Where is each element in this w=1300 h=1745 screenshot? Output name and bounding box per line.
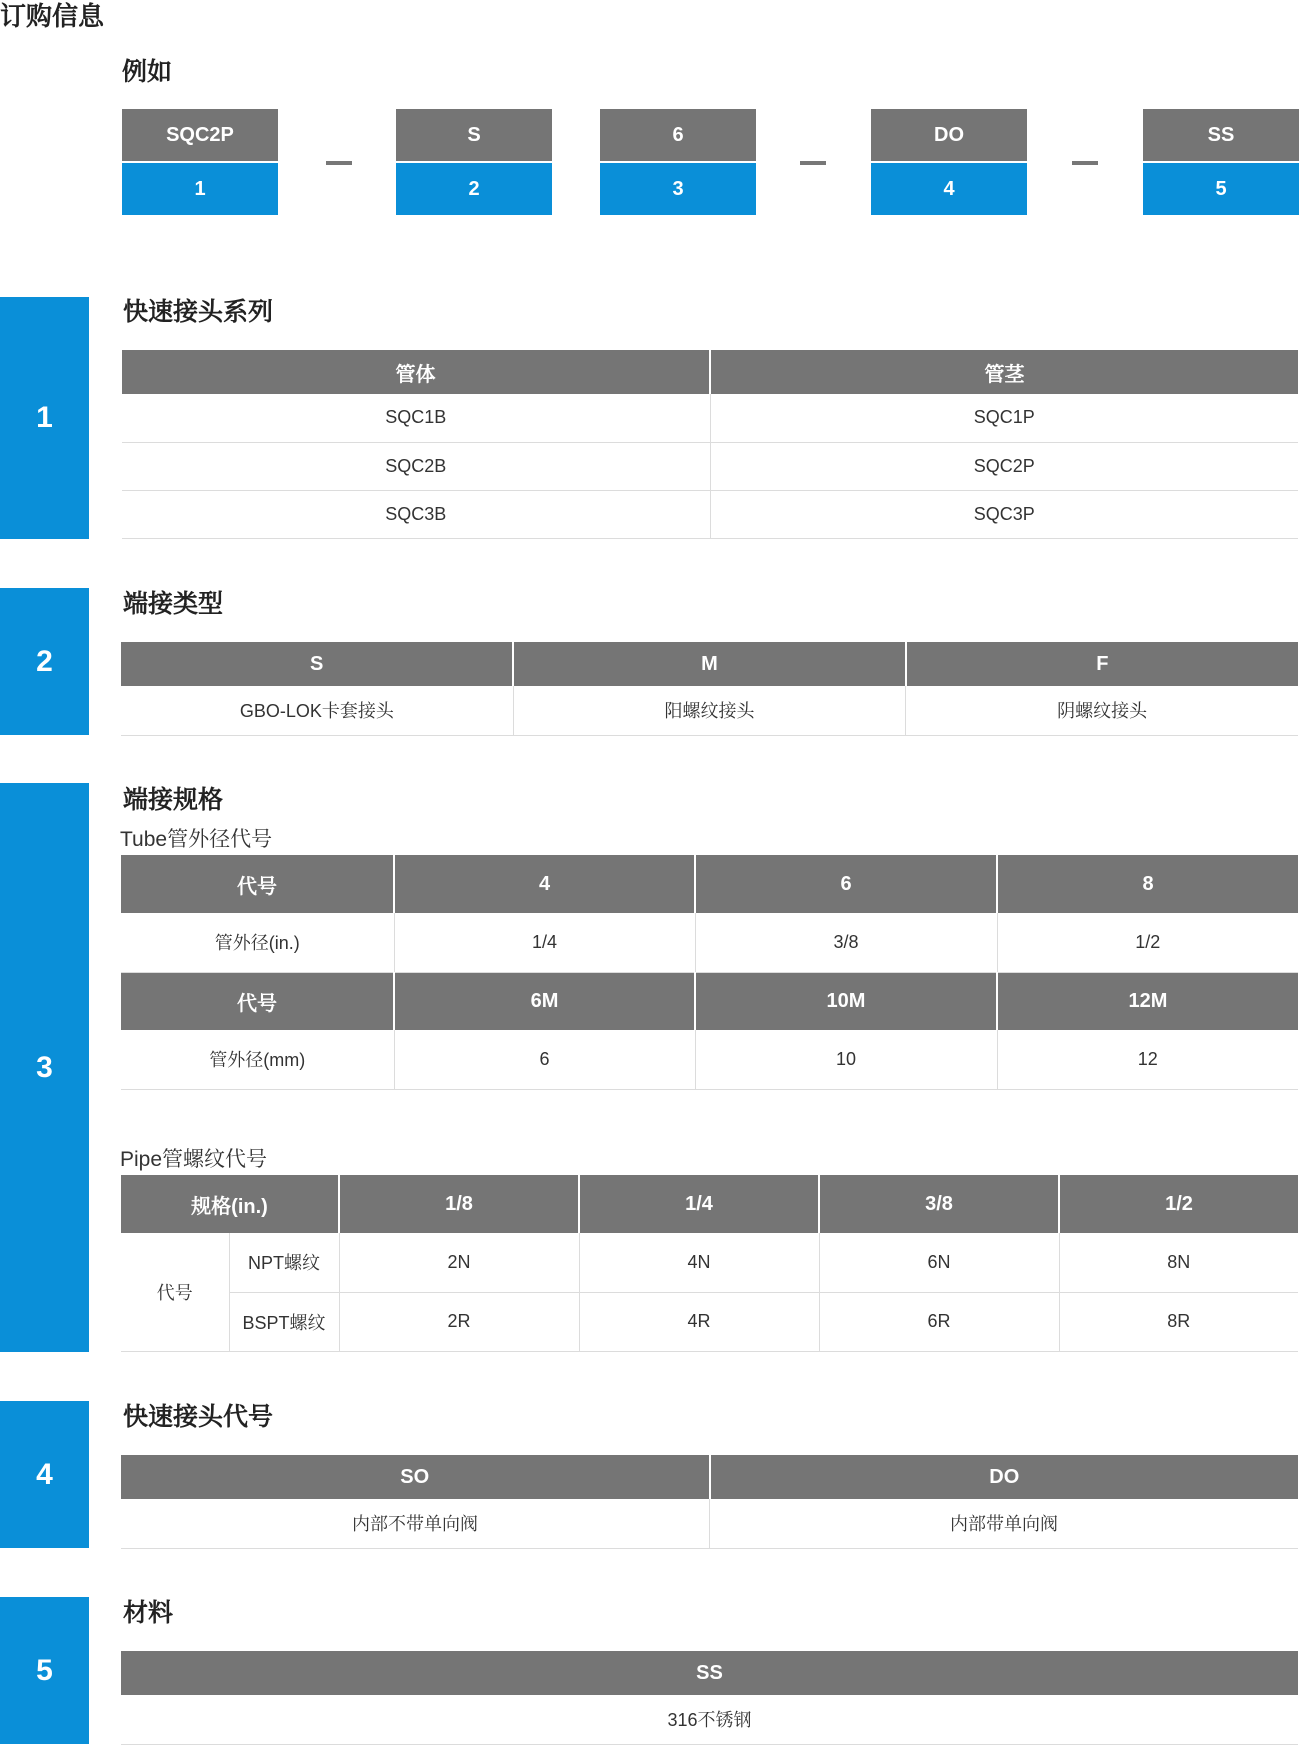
table-header: 管茎 [710, 350, 1298, 394]
table-cell: 3/8 [695, 913, 997, 972]
table-row [121, 1233, 1298, 1292]
table-header: F [906, 642, 1298, 686]
table-cell: SQC2B [122, 442, 710, 490]
table-cell: 管外径(mm) [121, 1030, 394, 1089]
table-cell: 6R [819, 1292, 1059, 1351]
section-3-marker: 3 [0, 783, 89, 1352]
table-cell: 8R [1059, 1292, 1298, 1351]
table-row [122, 394, 1298, 442]
table-cell: 12 [997, 1030, 1298, 1089]
table-cell: 管外径(in.) [121, 913, 394, 972]
table-row [121, 1030, 1298, 1089]
table-cell: 内部不带单向阀 [121, 1499, 710, 1548]
code-value: DO [871, 109, 1027, 161]
code-index: 1 [122, 161, 278, 215]
table-header: S [121, 642, 513, 686]
code-index: 4 [871, 161, 1027, 215]
dash-separator [800, 161, 826, 165]
table-header: SS [121, 1651, 1298, 1695]
code-box-4 [871, 109, 1027, 215]
table-cell: 内部带单向阀 [710, 1499, 1299, 1548]
material-table [121, 1651, 1298, 1745]
table-cell: BSPT螺纹 [229, 1292, 339, 1351]
table-row [121, 686, 1298, 735]
table-row [121, 913, 1298, 972]
pipe-thread-table [121, 1175, 1298, 1352]
code-index: 2 [396, 161, 552, 215]
end-type-table [121, 642, 1298, 736]
table-header: M [513, 642, 905, 686]
series-table [122, 350, 1298, 539]
section-2-title: 端接类型 [123, 590, 224, 618]
table-header: 4 [394, 855, 695, 913]
table-cell: 1/4 [394, 913, 695, 972]
table-cell: SQC2P [710, 442, 1298, 490]
table-row [121, 1695, 1298, 1744]
table-cell: 2R [339, 1292, 579, 1351]
table-header: DO [710, 1455, 1299, 1499]
table-cell: 6 [394, 1030, 695, 1089]
table-header: 8 [997, 855, 1298, 913]
code-box-2 [396, 109, 552, 215]
dash-separator [326, 161, 352, 165]
table-cell: SQC3P [710, 490, 1298, 538]
tube-subtitle: Tube管外径代号 [120, 828, 273, 851]
code-value: 6 [600, 109, 756, 161]
page-title: 订购信息 [0, 1, 105, 31]
code-box-1 [122, 109, 278, 215]
table-header: 1/4 [579, 1175, 819, 1233]
coupling-code-table [121, 1455, 1298, 1549]
code-index: 5 [1143, 161, 1299, 215]
table-header: 1/2 [1059, 1175, 1298, 1233]
dash-separator [1072, 161, 1098, 165]
section-3-title: 端接规格 [123, 786, 224, 814]
section-4-marker: 4 [0, 1401, 89, 1548]
table-row [121, 1499, 1298, 1548]
table-cell: NPT螺纹 [229, 1233, 339, 1292]
section-5-title: 材料 [123, 1599, 174, 1627]
table-row [121, 1292, 1298, 1351]
table-cell: 阳螺纹接头 [513, 686, 905, 735]
pipe-subtitle: Pipe管螺纹代号 [120, 1148, 268, 1171]
table-cell: GBO-LOK卡套接头 [121, 686, 513, 735]
table-cell: 4R [579, 1292, 819, 1351]
table-header: 3/8 [819, 1175, 1059, 1233]
tube-size-table [121, 855, 1298, 1090]
table-cell: SQC1B [122, 394, 710, 442]
code-value: SS [1143, 109, 1299, 161]
code-value: S [396, 109, 552, 161]
code-index: 3 [600, 161, 756, 215]
table-header: 6 [695, 855, 997, 913]
section-1-title: 快速接头系列 [123, 298, 274, 326]
table-cell: 6N [819, 1233, 1059, 1292]
code-box-3 [600, 109, 756, 215]
table-cell: 10 [695, 1030, 997, 1089]
table-header: 规格(in.) [121, 1175, 339, 1233]
example-label: 例如 [122, 58, 173, 86]
table-cell: 代号 [121, 1233, 229, 1351]
table-header: 代号 [121, 972, 394, 1030]
code-box-5 [1143, 109, 1299, 215]
table-cell: 8N [1059, 1233, 1298, 1292]
table-cell: 1/2 [997, 913, 1298, 972]
table-cell: 316不锈钢 [121, 1695, 1298, 1744]
table-header: 6M [394, 972, 695, 1030]
table-cell: 4N [579, 1233, 819, 1292]
table-header: 代号 [121, 855, 394, 913]
table-header: 12M [997, 972, 1298, 1030]
table-row [122, 442, 1298, 490]
section-1-marker: 1 [0, 297, 89, 539]
table-cell: 2N [339, 1233, 579, 1292]
table-header: SO [121, 1455, 710, 1499]
table-cell: SQC1P [710, 394, 1298, 442]
section-2-marker: 2 [0, 588, 89, 735]
table-header: 10M [695, 972, 997, 1030]
table-row [122, 490, 1298, 538]
table-cell: 阴螺纹接头 [906, 686, 1298, 735]
section-4-title: 快速接头代号 [123, 1403, 274, 1431]
table-header: 1/8 [339, 1175, 579, 1233]
table-cell: SQC3B [122, 490, 710, 538]
section-5-marker: 5 [0, 1597, 89, 1744]
code-value: SQC2P [122, 109, 278, 161]
table-header: 管体 [122, 350, 710, 394]
